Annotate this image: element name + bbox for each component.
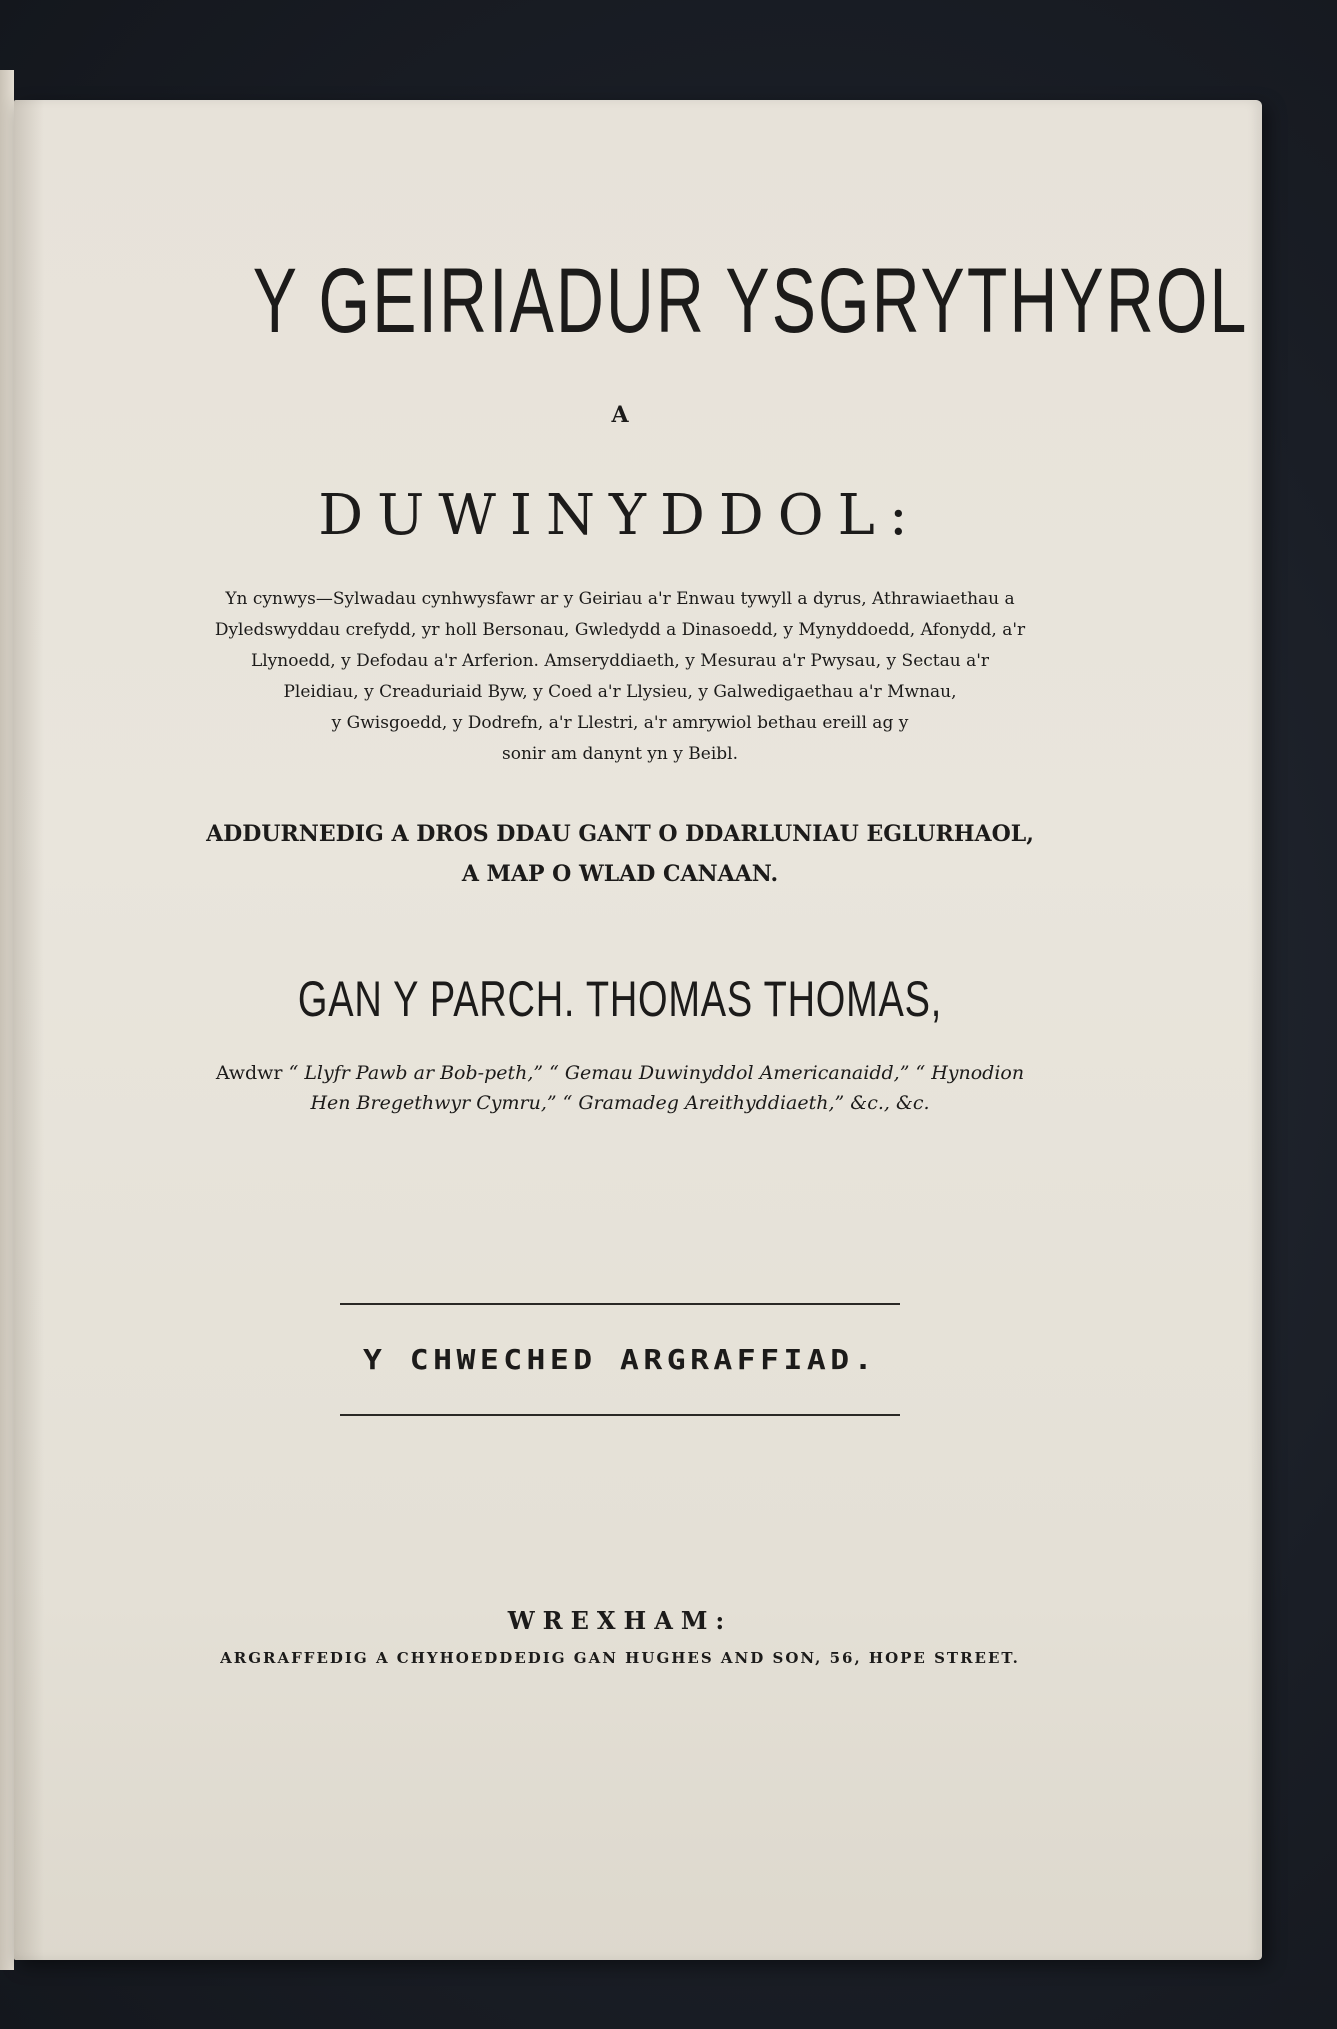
illustrations-line: A MAP O WLAD CANAAN. xyxy=(461,861,779,887)
book-subtitle: DUWINYDDOL: xyxy=(318,483,922,548)
page-gutter-shadow xyxy=(14,100,44,1960)
works-line-2 xyxy=(110,1088,1130,1118)
works-lead: Awdwr xyxy=(215,1062,283,1084)
author-line: GAN Y PARCH. THOMAS THOMAS, xyxy=(297,971,943,1027)
description-line: Dyledswyddau crefydd, yr holl Bersonau, Gwledydd a Dinasoedd, y Mynyddoedd, Afonydd, a'r xyxy=(214,620,1026,640)
works-titles-2: Hen Bregethwyr Cymru,” “ Gramadeg Areithyddiaeth,” &c., &c. xyxy=(310,1092,930,1114)
description-line: Llynoedd, y Defodau a'r Arferion. Amseryddiaeth, y Mesurau a'r Pwysau, y Sectau a'r xyxy=(250,651,990,671)
page-edge xyxy=(0,70,14,1970)
description-block xyxy=(125,584,1115,770)
description-line: Pleidiau, y Creaduriaid Byw, y Coed a'r Llysieu, y Galwedigaethau a'r Mwnau, xyxy=(283,682,957,702)
title-conjunction: A xyxy=(611,402,629,428)
imprint-place: WREXHAM: xyxy=(507,1606,733,1635)
divider-top xyxy=(340,1303,900,1305)
divider-bottom xyxy=(340,1414,900,1416)
description-line: y Gwisgoedd, y Dodrefn, a'r Llestri, a'r amrywiol bethau ereill ag y xyxy=(331,713,909,733)
works-line-1 xyxy=(110,1058,1130,1088)
book-title: Y GEIRIADUR YSGRYTHYROL xyxy=(252,250,1249,352)
illustrations-line: ADDURNEDIG A DROS DDAU GANT O DDARLUNIAU EGLURHAOL, xyxy=(206,821,1034,847)
edition-statement: Y CHWECHED ARGRAFFIAD. xyxy=(363,1343,877,1376)
author-works xyxy=(110,1058,1130,1118)
description-line: sonir am danynt yn y Beibl. xyxy=(502,744,738,764)
imprint-printer: ARGRAFFEDIG A CHYHOEDDEDIG GAN HUGHES AND SON, 56, HOPE STREET. xyxy=(220,1649,1020,1667)
works-titles-1: “ Llyfr Pawb ar Bob-peth,” “ Gemau Duwinyddol Americanaidd,” “ Hynodion xyxy=(288,1062,1025,1084)
title-page-content xyxy=(110,140,1249,1667)
illustrations-note xyxy=(110,814,1130,894)
description-line: Yn cynwys—Sylwadau cynhwysfawr ar y Geiriau a'r Enwau tywyll a dyrus, Athrawiaethau a xyxy=(225,589,1015,609)
